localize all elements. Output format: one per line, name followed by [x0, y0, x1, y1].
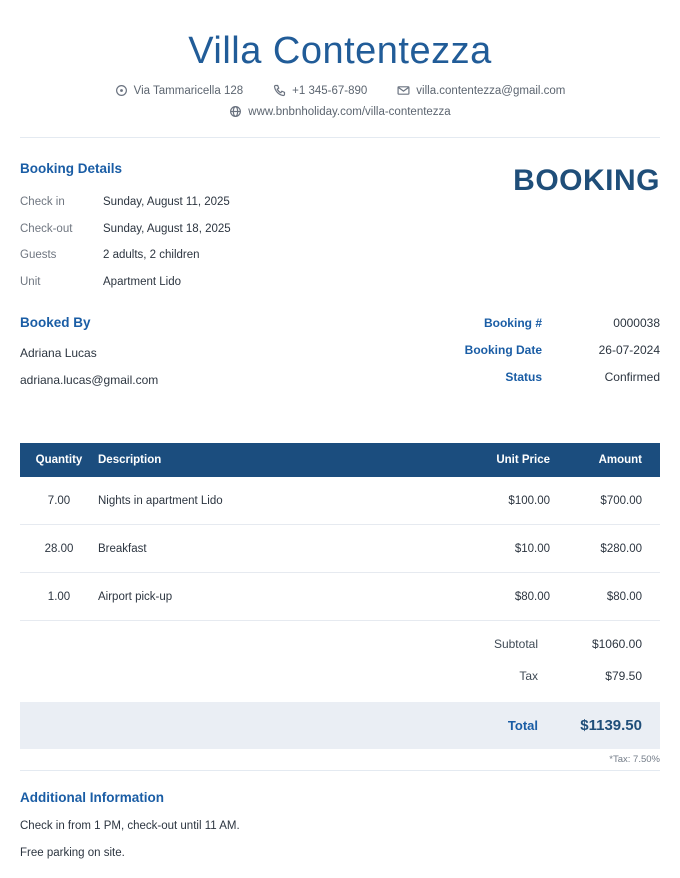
- detail-label: Check in: [20, 196, 65, 208]
- additional-information: [20, 790, 660, 860]
- header-quantity: Quantity: [35, 454, 83, 466]
- globe-icon: [229, 105, 242, 118]
- meta-label: Booking Date: [464, 343, 542, 357]
- meta-value: 0000038: [613, 316, 660, 330]
- cell-amount: $280.00: [600, 542, 642, 555]
- table-row: [20, 477, 660, 525]
- phone-item: [273, 84, 367, 97]
- tax-row: [20, 670, 660, 702]
- total-label: Total: [507, 718, 538, 733]
- tax-value: $79.50: [605, 669, 642, 683]
- subtotal-label: Subtotal: [493, 637, 538, 651]
- detail-row-unit: [20, 276, 231, 289]
- detail-value: 2 adults, 2 children: [103, 249, 200, 261]
- additional-info-heading: Additional Information: [20, 790, 164, 805]
- cell-unit-price: $100.00: [508, 494, 550, 507]
- header-amount: Amount: [598, 454, 642, 466]
- booked-by-heading: Booked By: [20, 315, 91, 330]
- total-value: $1139.50: [580, 717, 642, 734]
- cell-unit-price: $80.00: [514, 590, 550, 603]
- table-row: [20, 525, 660, 573]
- tax-label: Tax: [519, 669, 538, 683]
- cell-description: Breakfast: [98, 542, 147, 555]
- guest-name: Adriana Lucas: [20, 346, 97, 360]
- cell-amount: $80.00: [606, 590, 642, 603]
- website-row: [20, 105, 660, 118]
- phone-text: +1 345-67-890: [292, 84, 368, 97]
- detail-row-checkout: [20, 223, 231, 236]
- subtotal-row: [20, 638, 660, 670]
- cell-description: Nights in apartment Lido: [98, 494, 223, 507]
- detail-row-checkin: [20, 196, 231, 209]
- tax-note: *Tax: 7.50%: [609, 754, 660, 765]
- website-text: www.bnbnholiday.com/villa-contentezza: [248, 105, 451, 118]
- booking-details-rows: [20, 196, 231, 289]
- booking-details: [20, 161, 231, 302]
- subtotal-value: $1060.00: [591, 637, 642, 651]
- email-item: [397, 84, 565, 97]
- table-summary: [20, 621, 660, 702]
- footer-divider: [20, 770, 660, 771]
- items-table: [20, 443, 660, 765]
- meta-value: 26-07-2024: [598, 343, 660, 357]
- detail-label: Guests: [20, 249, 57, 261]
- cell-unit-price: $10.00: [514, 542, 550, 555]
- website-item: [229, 105, 450, 118]
- cell-amount: $700.00: [600, 494, 642, 507]
- booked-by: [20, 315, 158, 398]
- booking-details-heading: Booking Details: [20, 161, 123, 176]
- detail-label: Unit: [20, 275, 41, 288]
- cell-quantity: 1.00: [47, 590, 71, 603]
- detail-value: Apartment Lido: [103, 275, 181, 288]
- meta-row-status: [465, 371, 660, 384]
- contact-row: [20, 84, 660, 97]
- table-row: [20, 573, 660, 621]
- document-type-title: BOOKING: [513, 164, 660, 197]
- guest-email: adriana.lucas@gmail.com: [20, 373, 159, 387]
- booking-meta: [465, 317, 660, 398]
- cell-quantity: 7.00: [47, 494, 71, 507]
- page-title: Villa Contentezza: [188, 30, 492, 72]
- envelope-icon: [397, 84, 410, 97]
- booking-details-band: [20, 161, 660, 302]
- cell-quantity: 28.00: [44, 542, 74, 555]
- address-text: Via Tammaricella 128: [133, 84, 244, 97]
- status-badge: Confirmed: [604, 370, 660, 384]
- detail-row-guests: [20, 249, 231, 262]
- total-row: [20, 702, 660, 749]
- detail-value: Sunday, August 11, 2025: [103, 196, 230, 208]
- detail-value: Sunday, August 18, 2025: [103, 222, 231, 235]
- location-icon: [115, 84, 128, 97]
- header-divider: [20, 137, 660, 138]
- meta-row-date: [465, 344, 660, 357]
- detail-label: Check-out: [20, 222, 73, 235]
- additional-info-line: Free parking on site.: [20, 847, 125, 859]
- additional-info-line: Check in from 1 PM, check-out until 11 AM.: [20, 820, 240, 832]
- meta-row-number: [465, 317, 660, 330]
- cell-description: Airport pick-up: [98, 590, 173, 603]
- header-unit-price: Unit Price: [496, 454, 550, 466]
- header-description: Description: [98, 454, 162, 466]
- email-text: villa.contentezza@gmail.com: [416, 84, 566, 97]
- meta-label: Booking #: [483, 316, 542, 330]
- booked-by-band: [20, 315, 660, 398]
- address-item: [115, 84, 244, 97]
- phone-icon: [273, 84, 286, 97]
- meta-label: Status: [505, 370, 542, 384]
- table-header: [20, 443, 660, 477]
- booking-document: [0, 30, 680, 878]
